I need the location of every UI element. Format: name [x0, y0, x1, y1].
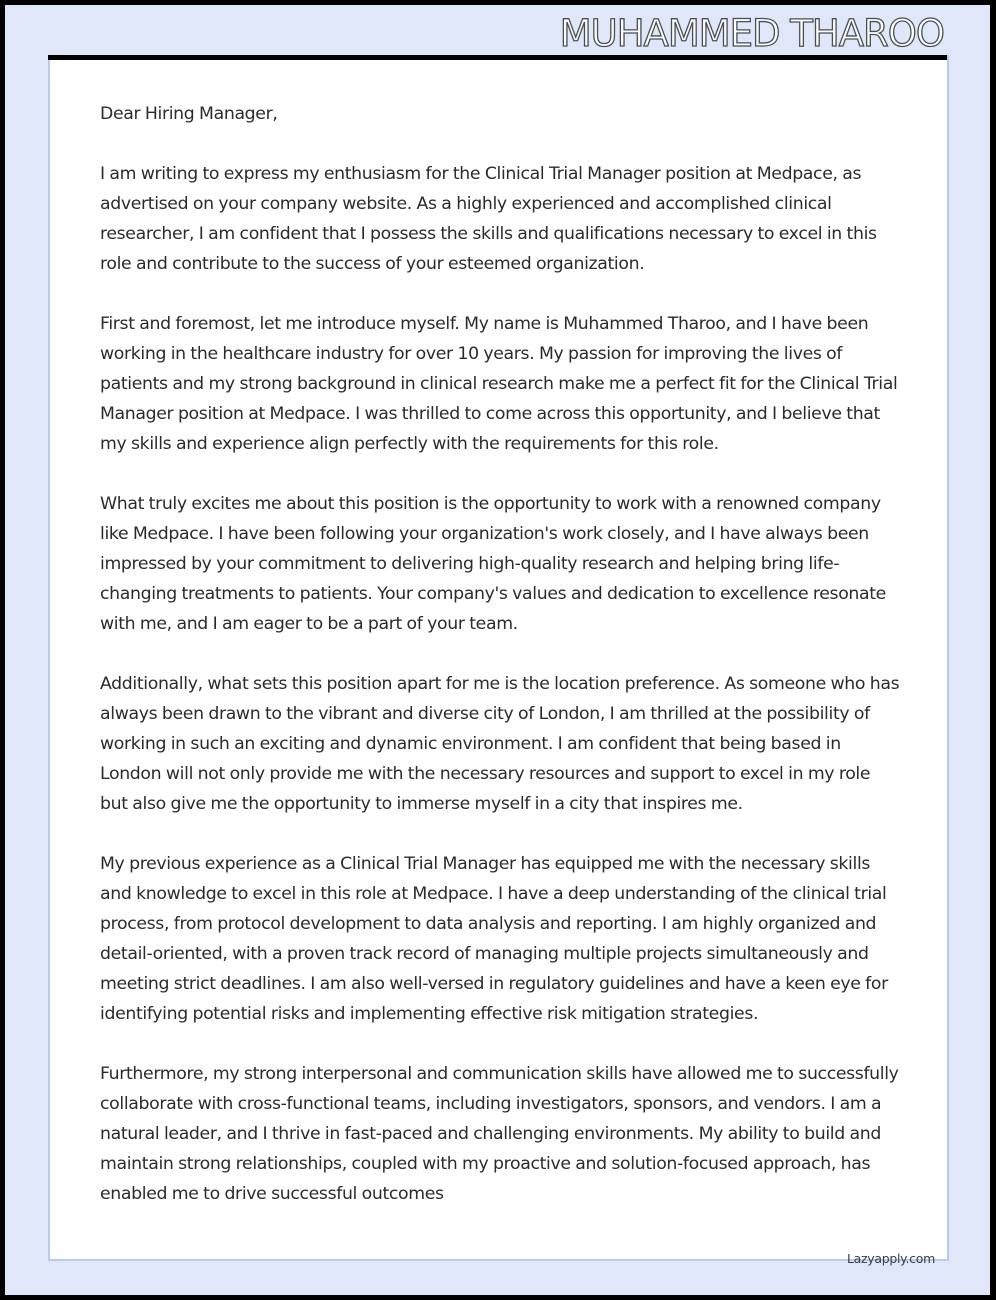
header-divider-bar: [48, 55, 947, 60]
applicant-name-heading: MUHAMMED THAROO: [559, 12, 944, 55]
paragraph-introduction: First and foremost, let me introduce myself. My name is Muhammed Tharoo, and I have been working in the healthcare industry for over 10 years. My passion for improving the lives of patients and my strong background in clinical research make me a perfect fit for the Clinical Trial Manager position at Medpace. I was thrilled to come across this opportunity, and I believe that my skills and experience align perfectly with the requirements for this role.: [100, 314, 898, 454]
watermark-text: Lazyapply.com: [847, 1251, 935, 1266]
paragraph-experience: My previous experience as a Clinical Trial Manager has equipped me with the necessary skills and knowledge to excel in this role at Medpace. I have a deep understanding of the clinical trial process, from protocol development to data analysis and reporting. I am highly organized and detail-oriented, with a proven track record of managing multiple projects simultaneously and meeting strict deadlines. I am also well-versed in regulatory guidelines and have a keen eye for identifying potential risks and implementing effective risk mitigation strategies.: [100, 854, 888, 1024]
salutation: Dear Hiring Manager,: [100, 104, 278, 124]
paragraph-intro: I am writing to express my enthusiasm for the Clinical Trial Manager position at Medpace, as advertised on your company website. As a highly experienced and accomplished clinical researcher, I am confident that I possess the skills and qualifications necessary to excel in this role and contribute to the success of your esteemed organization.: [100, 164, 877, 274]
document-frame: [5, 5, 990, 1295]
paragraph-location: Additionally, what sets this position apart for me is the location preference. As someone who has always been drawn to the vibrant and diverse city of London, I am thrilled at the possibility of working in such an exciting and dynamic environment. I am confident that being based in London will not only provide me with the necessary resources and support to excel in my role but also give me the opportunity to immerse myself in a city that inspires me.: [100, 674, 900, 814]
paragraph-skills: Furthermore, my strong interpersonal and communication skills have allowed me to successfully collaborate with cross-functional teams, including investigators, sponsors, and vendors. I am a natural leader, and I thrive in fast-paced and challenging environments. My ability to build and maintain strong relationships, coupled with my proactive and solution-focused approach, has enabled me to drive successful outcomes: [100, 1064, 899, 1204]
paragraph-company: What truly excites me about this position is the opportunity to work with a renowned company like Medpace. I have been following your organization's work closely, and I have always been impressed by your commitment to delivering high-quality research and helping bring life-changing treatments to patients. Your company's values and dedication to excellence resonate with me, and I am eager to be a part of your team.: [100, 494, 886, 634]
cover-letter-body: [100, 99, 900, 1239]
